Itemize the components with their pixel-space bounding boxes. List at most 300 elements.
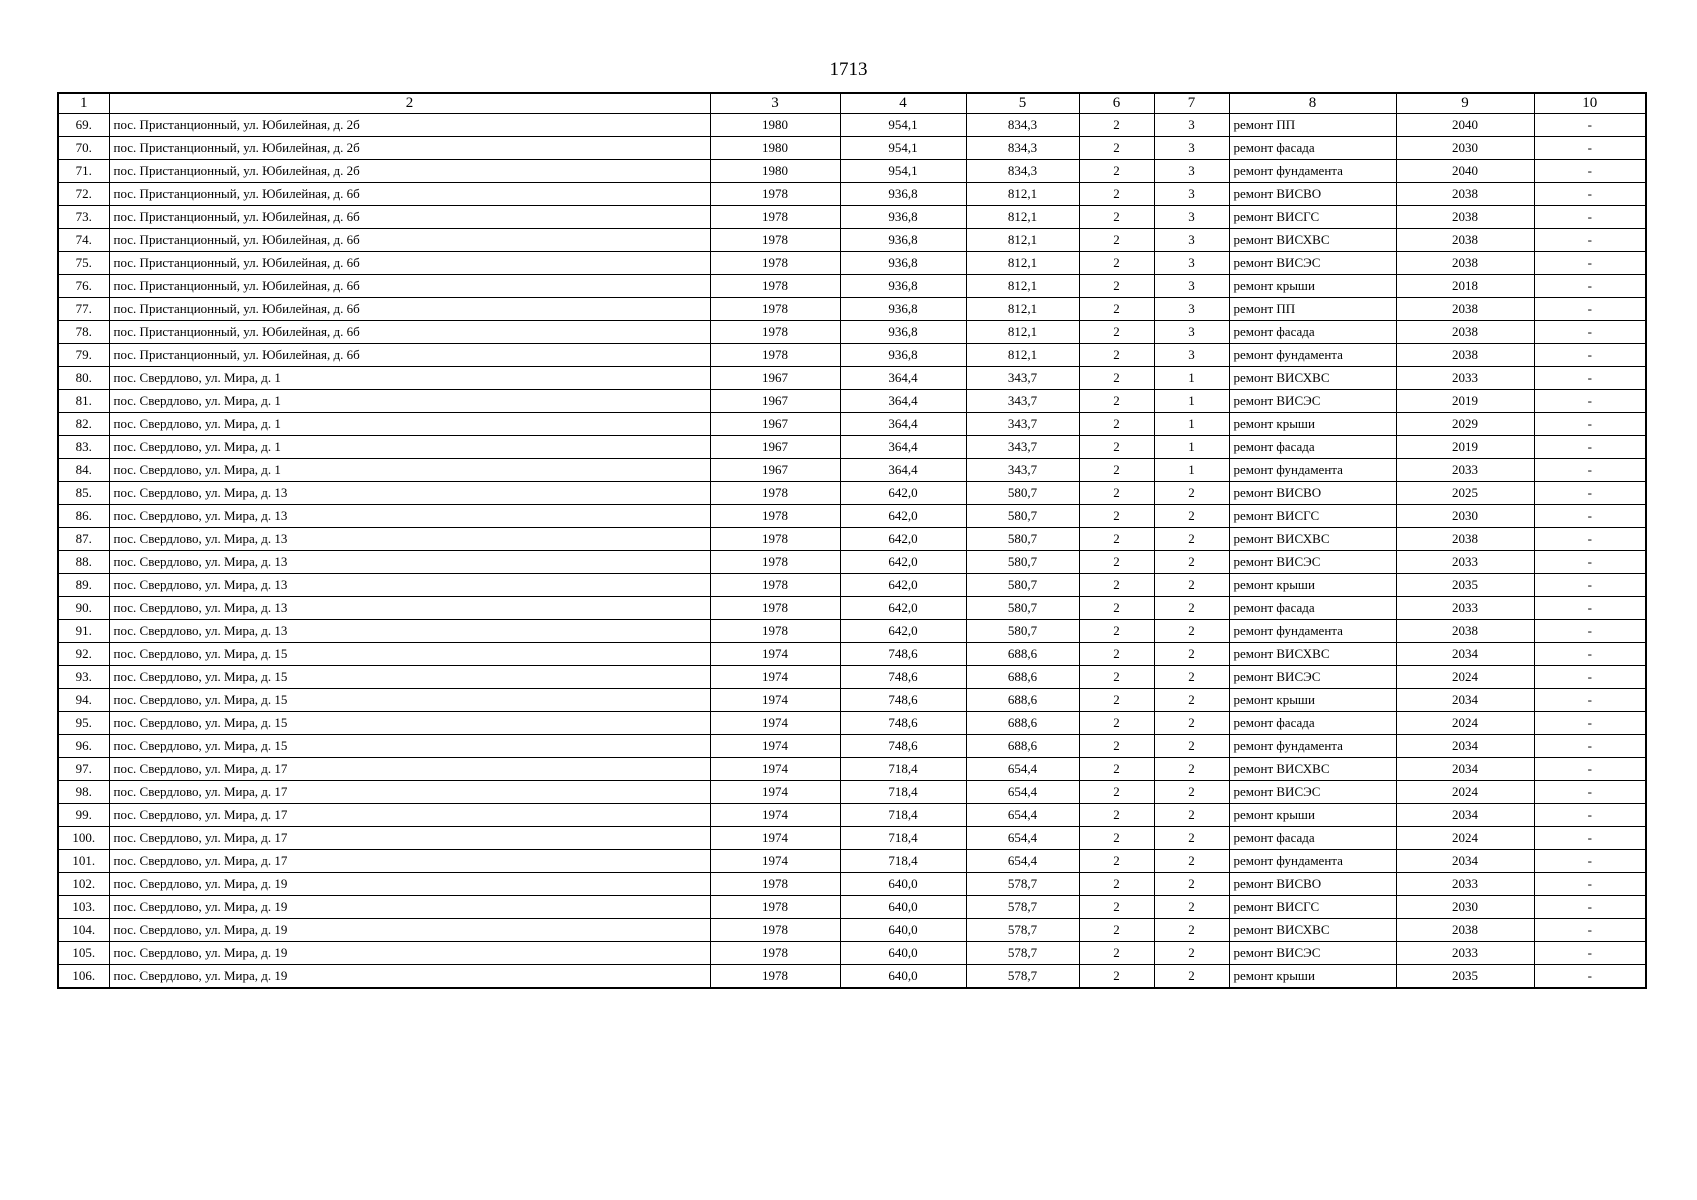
entrances-cell: 1 [1154,459,1229,482]
build-year-cell: 1974 [710,781,840,804]
living-area-cell: 578,7 [966,942,1079,965]
entrances-cell: 3 [1154,344,1229,367]
work-type-cell: ремонт фундамента [1229,620,1396,643]
table-body [58,114,1646,989]
column-header: 10 [1534,93,1646,114]
note-cell: - [1534,229,1646,252]
build-year-cell: 1978 [710,896,840,919]
build-year-cell: 1978 [710,298,840,321]
address-cell: пос. Пристанционный, ул. Юбилейная, д. 6б [109,252,710,275]
build-year-cell: 1967 [710,436,840,459]
table-row [58,620,1646,643]
table-row [58,229,1646,252]
living-area-cell: 343,7 [966,436,1079,459]
build-year-cell: 1974 [710,689,840,712]
note-cell: - [1534,344,1646,367]
entrances-cell: 1 [1154,390,1229,413]
entrances-cell: 3 [1154,252,1229,275]
table-row [58,643,1646,666]
table-row [58,252,1646,275]
entrances-cell: 2 [1154,712,1229,735]
floors-cell: 2 [1079,804,1154,827]
table-row [58,712,1646,735]
table-row [58,735,1646,758]
entrances-cell: 2 [1154,689,1229,712]
work-type-cell: ремонт фасада [1229,436,1396,459]
column-header: 3 [710,93,840,114]
floors-cell: 2 [1079,459,1154,482]
floors-cell: 2 [1079,206,1154,229]
total-area-cell: 642,0 [840,574,966,597]
table-row [58,459,1646,482]
repair-year-cell: 2030 [1396,137,1534,160]
row-number-cell: 71. [58,160,109,183]
living-area-cell: 654,4 [966,850,1079,873]
work-type-cell: ремонт крыши [1229,275,1396,298]
address-cell: пос. Свердлово, ул. Мира, д. 13 [109,620,710,643]
total-area-cell: 936,8 [840,275,966,298]
total-area-cell: 642,0 [840,597,966,620]
build-year-cell: 1974 [710,643,840,666]
address-cell: пос. Свердлово, ул. Мира, д. 19 [109,873,710,896]
living-area-cell: 834,3 [966,160,1079,183]
work-type-cell: ремонт ВИСЭС [1229,252,1396,275]
work-type-cell: ремонт фасада [1229,712,1396,735]
note-cell: - [1534,528,1646,551]
address-cell: пос. Пристанционный, ул. Юбилейная, д. 6б [109,183,710,206]
build-year-cell: 1978 [710,620,840,643]
total-area-cell: 936,8 [840,229,966,252]
repair-year-cell: 2033 [1396,551,1534,574]
floors-cell: 2 [1079,344,1154,367]
column-header: 6 [1079,93,1154,114]
floors-cell: 2 [1079,436,1154,459]
row-number-cell: 96. [58,735,109,758]
floors-cell: 2 [1079,160,1154,183]
living-area-cell: 580,7 [966,551,1079,574]
build-year-cell: 1978 [710,551,840,574]
repair-year-cell: 2038 [1396,321,1534,344]
address-cell: пос. Пристанционный, ул. Юбилейная, д. 2б [109,114,710,137]
work-type-cell: ремонт крыши [1229,574,1396,597]
repair-year-cell: 2030 [1396,896,1534,919]
note-cell: - [1534,390,1646,413]
repair-year-cell: 2033 [1396,367,1534,390]
note-cell: - [1534,735,1646,758]
living-area-cell: 812,1 [966,275,1079,298]
column-header: 2 [109,93,710,114]
table-row [58,482,1646,505]
address-cell: пос. Свердлово, ул. Мира, д. 1 [109,367,710,390]
note-cell: - [1534,574,1646,597]
build-year-cell: 1978 [710,229,840,252]
floors-cell: 2 [1079,850,1154,873]
note-cell: - [1534,597,1646,620]
entrances-cell: 3 [1154,183,1229,206]
repair-year-cell: 2035 [1396,965,1534,989]
work-type-cell: ремонт ВИСВО [1229,482,1396,505]
row-number-cell: 76. [58,275,109,298]
column-header: 4 [840,93,966,114]
work-type-cell: ремонт фундамента [1229,160,1396,183]
entrances-cell: 2 [1154,781,1229,804]
table-row [58,896,1646,919]
note-cell: - [1534,758,1646,781]
repair-year-cell: 2034 [1396,758,1534,781]
address-cell: пос. Пристанционный, ул. Юбилейная, д. 2б [109,137,710,160]
total-area-cell: 936,8 [840,321,966,344]
note-cell: - [1534,436,1646,459]
address-cell: пос. Свердлово, ул. Мира, д. 15 [109,689,710,712]
build-year-cell: 1967 [710,390,840,413]
total-area-cell: 718,4 [840,827,966,850]
entrances-cell: 3 [1154,275,1229,298]
work-type-cell: ремонт крыши [1229,965,1396,989]
entrances-cell: 3 [1154,229,1229,252]
total-area-cell: 642,0 [840,551,966,574]
work-type-cell: ремонт ПП [1229,298,1396,321]
row-number-cell: 73. [58,206,109,229]
floors-cell: 2 [1079,528,1154,551]
work-type-cell: ремонт ВИСЭС [1229,390,1396,413]
row-number-cell: 105. [58,942,109,965]
address-cell: пос. Свердлово, ул. Мира, д. 1 [109,390,710,413]
build-year-cell: 1980 [710,160,840,183]
entrances-cell: 2 [1154,551,1229,574]
address-cell: пос. Свердлово, ул. Мира, д. 17 [109,804,710,827]
total-area-cell: 364,4 [840,436,966,459]
table-row [58,873,1646,896]
floors-cell: 2 [1079,597,1154,620]
build-year-cell: 1978 [710,574,840,597]
work-type-cell: ремонт ВИСГС [1229,896,1396,919]
row-number-cell: 80. [58,367,109,390]
repair-year-cell: 2035 [1396,574,1534,597]
total-area-cell: 640,0 [840,919,966,942]
floors-cell: 2 [1079,712,1154,735]
build-year-cell: 1974 [710,666,840,689]
build-year-cell: 1978 [710,183,840,206]
row-number-cell: 85. [58,482,109,505]
total-area-cell: 954,1 [840,137,966,160]
row-number-cell: 84. [58,459,109,482]
living-area-cell: 688,6 [966,689,1079,712]
entrances-cell: 2 [1154,804,1229,827]
floors-cell: 2 [1079,137,1154,160]
build-year-cell: 1978 [710,919,840,942]
build-year-cell: 1978 [710,942,840,965]
repair-year-cell: 2040 [1396,114,1534,137]
table-row [58,367,1646,390]
floors-cell: 2 [1079,873,1154,896]
row-number-cell: 70. [58,137,109,160]
table-row [58,781,1646,804]
entrances-cell: 3 [1154,321,1229,344]
table-row [58,574,1646,597]
floors-cell: 2 [1079,413,1154,436]
floors-cell: 2 [1079,735,1154,758]
address-cell: пос. Пристанционный, ул. Юбилейная, д. 2б [109,160,710,183]
work-type-cell: ремонт ВИСХВС [1229,643,1396,666]
living-area-cell: 578,7 [966,919,1079,942]
repair-year-cell: 2033 [1396,459,1534,482]
repair-year-cell: 2038 [1396,620,1534,643]
table-row [58,436,1646,459]
repair-year-cell: 2038 [1396,919,1534,942]
row-number-cell: 74. [58,229,109,252]
address-cell: пос. Свердлово, ул. Мира, д. 1 [109,413,710,436]
floors-cell: 2 [1079,666,1154,689]
floors-cell: 2 [1079,896,1154,919]
entrances-cell: 2 [1154,735,1229,758]
repair-year-cell: 2024 [1396,712,1534,735]
living-area-cell: 688,6 [966,643,1079,666]
note-cell: - [1534,298,1646,321]
address-cell: пос. Свердлово, ул. Мира, д. 19 [109,896,710,919]
build-year-cell: 1978 [710,275,840,298]
repair-year-cell: 2038 [1396,344,1534,367]
row-number-cell: 79. [58,344,109,367]
address-cell: пос. Свердлово, ул. Мира, д. 15 [109,666,710,689]
address-cell: пос. Свердлово, ул. Мира, д. 1 [109,436,710,459]
floors-cell: 2 [1079,827,1154,850]
living-area-cell: 812,1 [966,206,1079,229]
total-area-cell: 718,4 [840,781,966,804]
total-area-cell: 640,0 [840,873,966,896]
page-number: 1713 [829,59,868,80]
row-number-cell: 81. [58,390,109,413]
build-year-cell: 1967 [710,367,840,390]
entrances-cell: 2 [1154,643,1229,666]
floors-cell: 2 [1079,505,1154,528]
work-type-cell: ремонт ВИСГС [1229,505,1396,528]
row-number-cell: 87. [58,528,109,551]
address-cell: пос. Пристанционный, ул. Юбилейная, д. 6б [109,229,710,252]
build-year-cell: 1974 [710,758,840,781]
repair-year-cell: 2038 [1396,206,1534,229]
build-year-cell: 1974 [710,850,840,873]
work-type-cell: ремонт ВИСХВС [1229,528,1396,551]
total-area-cell: 936,8 [840,183,966,206]
build-year-cell: 1978 [710,965,840,989]
work-type-cell: ремонт фасада [1229,137,1396,160]
column-header: 7 [1154,93,1229,114]
total-area-cell: 748,6 [840,643,966,666]
entrances-cell: 3 [1154,298,1229,321]
table-row [58,137,1646,160]
address-cell: пос. Свердлово, ул. Мира, д. 15 [109,712,710,735]
build-year-cell: 1978 [710,597,840,620]
repair-year-cell: 2034 [1396,804,1534,827]
entrances-cell: 3 [1154,206,1229,229]
note-cell: - [1534,183,1646,206]
work-type-cell: ремонт ВИСХВС [1229,758,1396,781]
repair-year-cell: 2030 [1396,505,1534,528]
address-cell: пос. Свердлово, ул. Мира, д. 13 [109,505,710,528]
table-row [58,942,1646,965]
entrances-cell: 2 [1154,574,1229,597]
work-type-cell: ремонт крыши [1229,804,1396,827]
entrances-cell: 2 [1154,942,1229,965]
note-cell: - [1534,804,1646,827]
entrances-cell: 1 [1154,367,1229,390]
floors-cell: 2 [1079,758,1154,781]
living-area-cell: 812,1 [966,183,1079,206]
table-row [58,850,1646,873]
total-area-cell: 936,8 [840,206,966,229]
entrances-cell: 2 [1154,505,1229,528]
column-header: 9 [1396,93,1534,114]
table-row [58,321,1646,344]
floors-cell: 2 [1079,390,1154,413]
repair-schedule-table [57,92,1647,989]
repair-year-cell: 2038 [1396,252,1534,275]
note-cell: - [1534,252,1646,275]
note-cell: - [1534,666,1646,689]
entrances-cell: 1 [1154,436,1229,459]
address-cell: пос. Свердлово, ул. Мира, д. 13 [109,528,710,551]
table-row [58,160,1646,183]
work-type-cell: ремонт ВИСЭС [1229,942,1396,965]
row-number-cell: 82. [58,413,109,436]
note-cell: - [1534,965,1646,989]
row-number-cell: 83. [58,436,109,459]
living-area-cell: 688,6 [966,735,1079,758]
living-area-cell: 812,1 [966,252,1079,275]
row-number-cell: 69. [58,114,109,137]
table-row [58,390,1646,413]
work-type-cell: ремонт ВИСХВС [1229,919,1396,942]
entrances-cell: 2 [1154,620,1229,643]
living-area-cell: 343,7 [966,367,1079,390]
work-type-cell: ремонт крыши [1229,413,1396,436]
living-area-cell: 580,7 [966,505,1079,528]
living-area-cell: 580,7 [966,597,1079,620]
work-type-cell: ремонт ВИСГС [1229,206,1396,229]
build-year-cell: 1978 [710,321,840,344]
total-area-cell: 364,4 [840,390,966,413]
floors-cell: 2 [1079,183,1154,206]
total-area-cell: 748,6 [840,666,966,689]
repair-year-cell: 2034 [1396,850,1534,873]
build-year-cell: 1974 [710,712,840,735]
address-cell: пос. Пристанционный, ул. Юбилейная, д. 6б [109,321,710,344]
address-cell: пос. Свердлово, ул. Мира, д. 19 [109,965,710,989]
total-area-cell: 640,0 [840,896,966,919]
floors-cell: 2 [1079,574,1154,597]
column-header: 5 [966,93,1079,114]
entrances-cell: 2 [1154,873,1229,896]
row-number-cell: 78. [58,321,109,344]
repair-year-cell: 2024 [1396,666,1534,689]
table-row [58,689,1646,712]
entrances-cell: 2 [1154,850,1229,873]
row-number-cell: 91. [58,620,109,643]
floors-cell: 2 [1079,551,1154,574]
living-area-cell: 812,1 [966,344,1079,367]
living-area-cell: 834,3 [966,137,1079,160]
note-cell: - [1534,873,1646,896]
address-cell: пос. Свердлово, ул. Мира, д. 13 [109,551,710,574]
address-cell: пос. Свердлово, ул. Мира, д. 19 [109,942,710,965]
repair-year-cell: 2033 [1396,597,1534,620]
table-row [58,114,1646,137]
table-row [58,804,1646,827]
entrances-cell: 2 [1154,758,1229,781]
entrances-cell: 3 [1154,160,1229,183]
row-number-cell: 86. [58,505,109,528]
address-cell: пос. Свердлово, ул. Мира, д. 17 [109,758,710,781]
row-number-cell: 99. [58,804,109,827]
table-row [58,965,1646,989]
total-area-cell: 642,0 [840,482,966,505]
build-year-cell: 1978 [710,206,840,229]
total-area-cell: 364,4 [840,367,966,390]
row-number-cell: 92. [58,643,109,666]
address-cell: пос. Свердлово, ул. Мира, д. 1 [109,459,710,482]
repair-year-cell: 2034 [1396,689,1534,712]
repair-year-cell: 2024 [1396,781,1534,804]
floors-cell: 2 [1079,275,1154,298]
note-cell: - [1534,827,1646,850]
note-cell: - [1534,413,1646,436]
row-number-cell: 88. [58,551,109,574]
note-cell: - [1534,137,1646,160]
work-type-cell: ремонт крыши [1229,689,1396,712]
living-area-cell: 654,4 [966,781,1079,804]
total-area-cell: 748,6 [840,712,966,735]
address-cell: пос. Пристанционный, ул. Юбилейная, д. 6б [109,206,710,229]
entrances-cell: 2 [1154,827,1229,850]
living-area-cell: 343,7 [966,459,1079,482]
table-row [58,206,1646,229]
living-area-cell: 812,1 [966,298,1079,321]
living-area-cell: 580,7 [966,620,1079,643]
living-area-cell: 578,7 [966,965,1079,989]
floors-cell: 2 [1079,482,1154,505]
build-year-cell: 1978 [710,505,840,528]
repair-year-cell: 2038 [1396,298,1534,321]
address-cell: пос. Пристанционный, ул. Юбилейная, д. 6б [109,275,710,298]
header-row [58,93,1646,114]
work-type-cell: ремонт ВИСХВС [1229,229,1396,252]
total-area-cell: 718,4 [840,758,966,781]
total-area-cell: 640,0 [840,965,966,989]
note-cell: - [1534,321,1646,344]
table-row [58,505,1646,528]
living-area-cell: 343,7 [966,413,1079,436]
row-number-cell: 72. [58,183,109,206]
note-cell: - [1534,367,1646,390]
floors-cell: 2 [1079,781,1154,804]
note-cell: - [1534,850,1646,873]
entrances-cell: 2 [1154,919,1229,942]
living-area-cell: 812,1 [966,229,1079,252]
build-year-cell: 1974 [710,735,840,758]
table-row [58,298,1646,321]
row-number-cell: 93. [58,666,109,689]
entrances-cell: 2 [1154,528,1229,551]
table-row [58,528,1646,551]
address-cell: пос. Свердлово, ул. Мира, д. 13 [109,482,710,505]
repair-year-cell: 2024 [1396,827,1534,850]
repair-year-cell: 2034 [1396,643,1534,666]
floors-cell: 2 [1079,229,1154,252]
address-cell: пос. Свердлово, ул. Мира, д. 17 [109,827,710,850]
work-type-cell: ремонт ВИСХВС [1229,367,1396,390]
floors-cell: 2 [1079,919,1154,942]
floors-cell: 2 [1079,643,1154,666]
